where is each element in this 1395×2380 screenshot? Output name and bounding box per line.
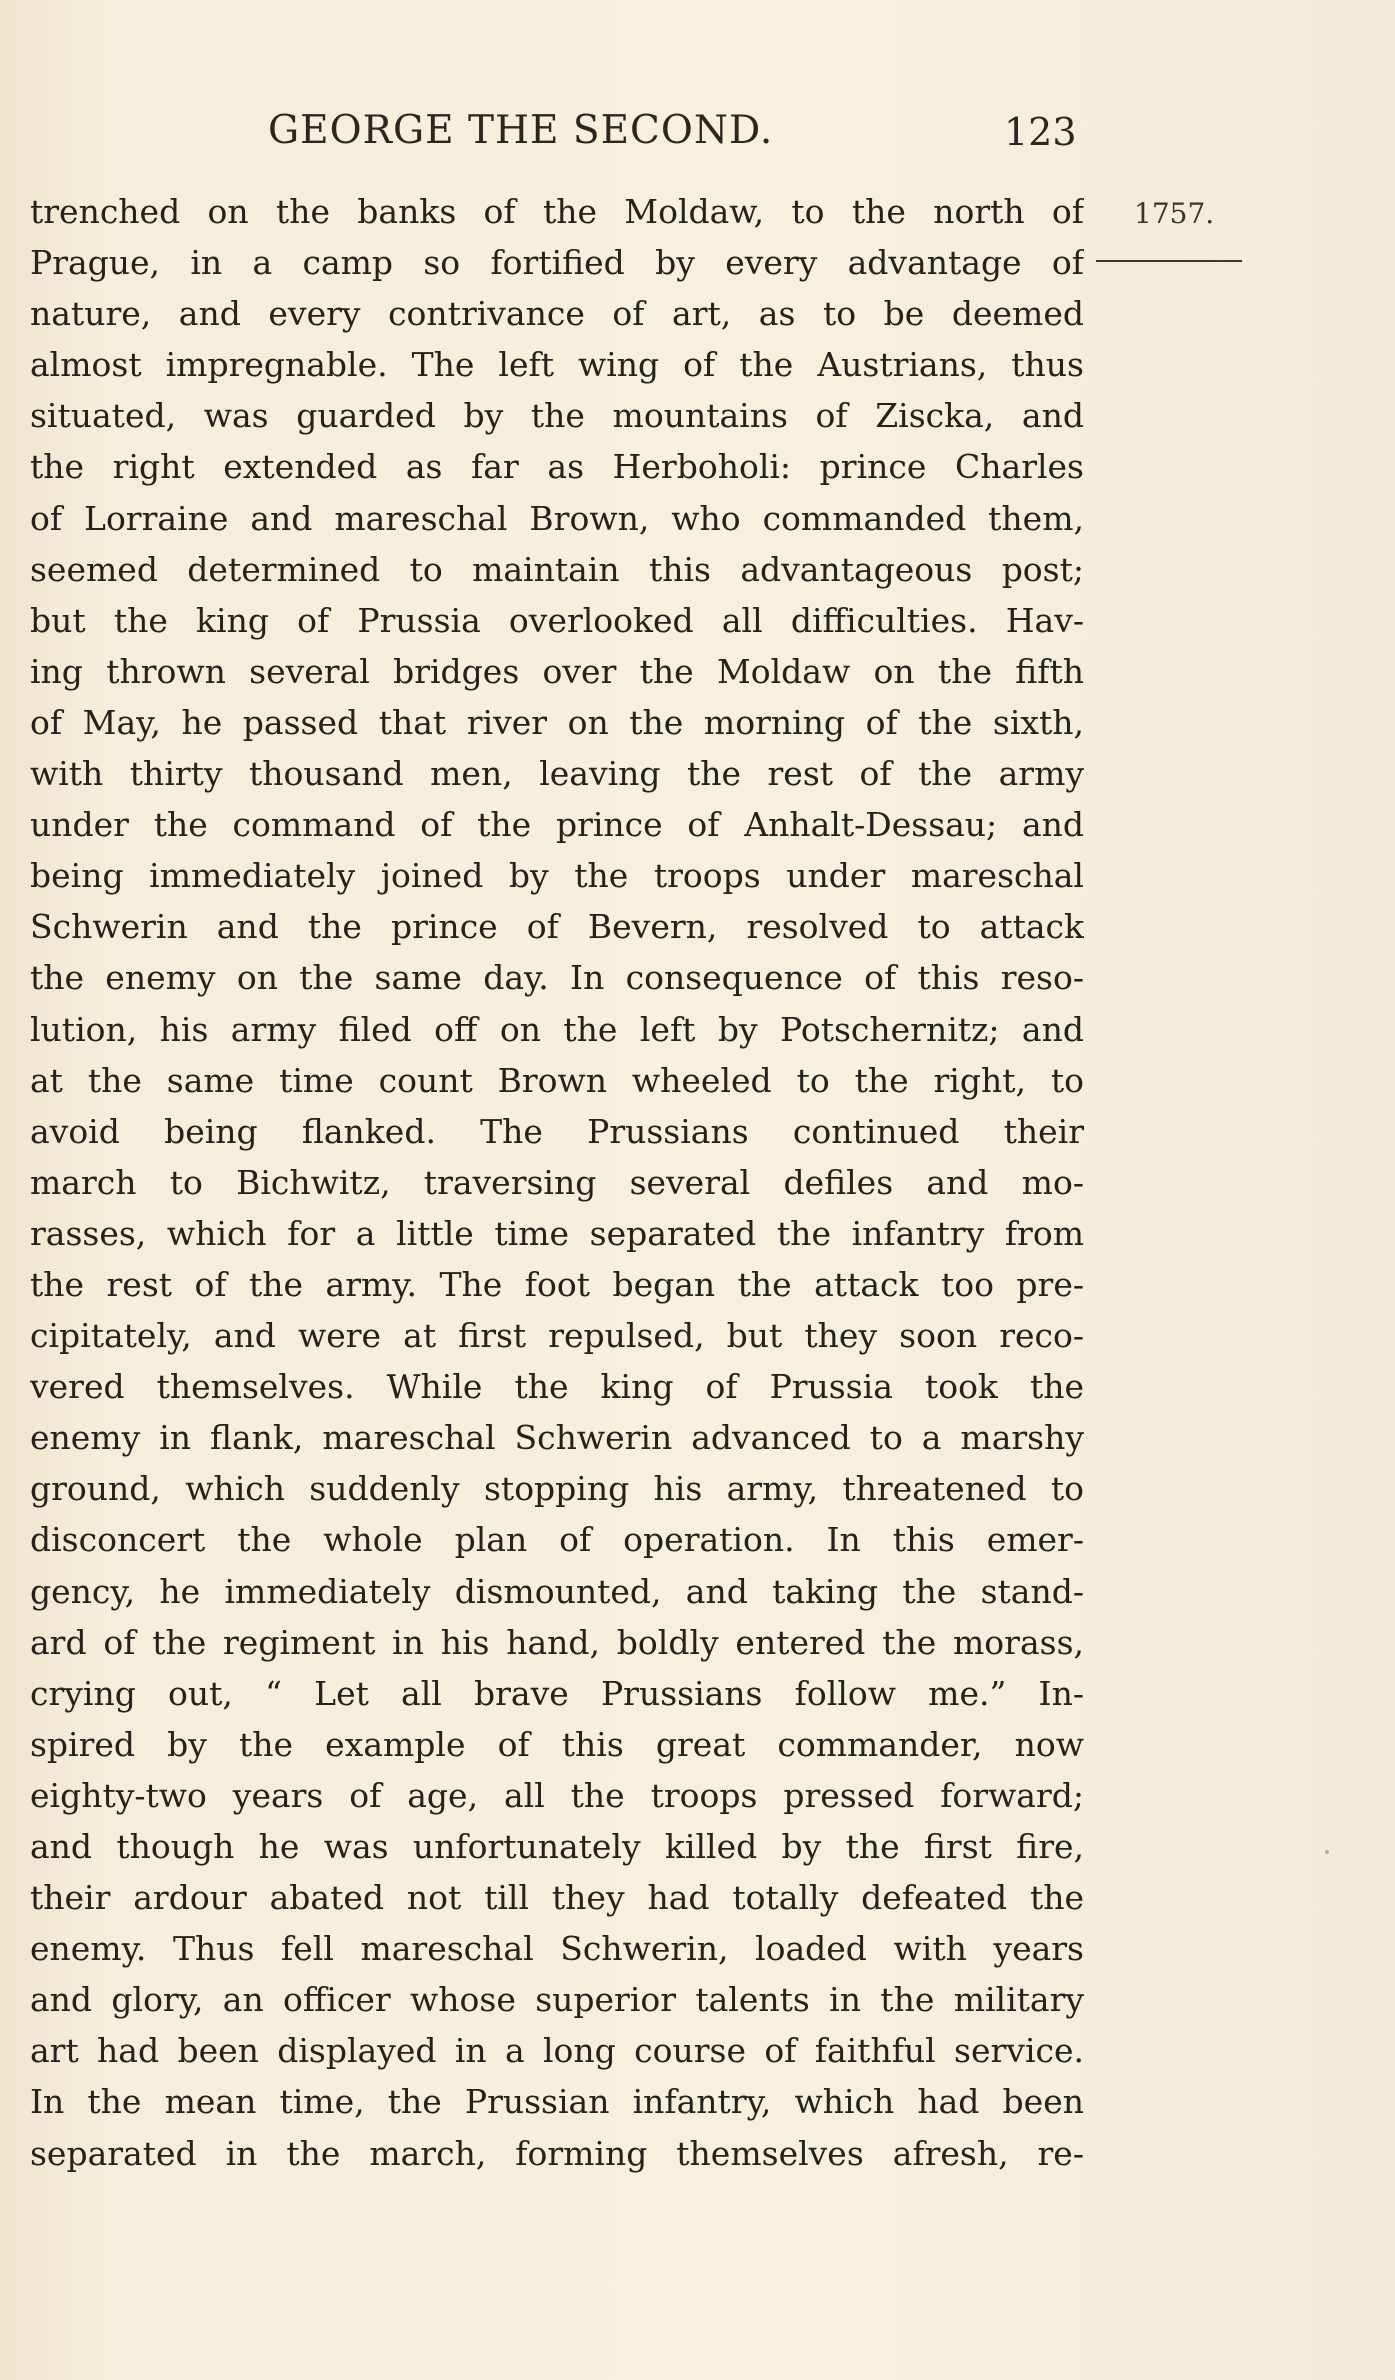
text-line: ground, which suddenly stopping his army, threatened to — [30, 1469, 1084, 1509]
text-line: being immediately joined by the troops under mareschal — [30, 856, 1084, 896]
text-line: gency, he immediately dismounted, and taking the stand- — [30, 1571, 1084, 1611]
text-line: Schwerin and the prince of Bevern, resolved to attack — [30, 907, 1084, 947]
text-line: seemed determined to maintain this advantageous post; — [30, 549, 1084, 589]
text-line: crying out, “ Let all brave Prussians follow me.” In- — [30, 1673, 1084, 1713]
text-line: rasses, which for a little time separated the infantry from — [30, 1213, 1084, 1253]
text-line: the enemy on the same day. In consequence of this reso- — [30, 958, 1084, 998]
text-line: disconcert the whole plan of operation. In this emer- — [30, 1520, 1084, 1560]
text-line: and though he was unfortunately killed by the first fire, — [30, 1827, 1084, 1866]
text-line: art had been displayed in a long course of faithful service. — [30, 2031, 1084, 2071]
text-line: of Lorraine and mareschal Brown, who commanded them, — [30, 498, 1084, 538]
text-line: march to Bichwitz, traversing several defiles and mo- — [30, 1162, 1084, 1202]
text-line: spired by the example of this great commander, now — [30, 1724, 1084, 1764]
text-line: vered themselves. While the king of Prussia took the — [30, 1367, 1084, 1407]
text-line: the right extended as far as Herboholi: prince Charles — [30, 447, 1084, 487]
margin-rule — [1096, 260, 1242, 262]
text-line: and glory, an officer whose superior talents in the military — [30, 1980, 1084, 2020]
text-line: cipitately, and were at first repulsed, but they soon reco- — [30, 1316, 1084, 1356]
text-line: trenched on the banks of the Moldaw, to the north of — [30, 192, 1084, 231]
text-line: Prague, in a camp so fortified by every advantage of — [30, 243, 1084, 283]
text-line: at the same time count Brown wheeled to the right, to — [30, 1060, 1084, 1100]
page-number: 123 — [1004, 110, 1077, 154]
text-line: under the command of the prince of Anhalt-Dessau; and — [30, 805, 1084, 845]
text-line: almost impregnable. The left wing of the Austrians, thus — [30, 345, 1084, 385]
text-line: lution, his army filed off on the left by Potschernitz; and — [30, 1009, 1084, 1049]
body-text — [30, 186, 1084, 2179]
paper-speck — [1325, 1850, 1329, 1854]
text-line: separated in the march, forming themselves afresh, re- — [30, 2133, 1084, 2173]
text-line: but the king of Prussia overlooked all difficulties. Hav- — [30, 600, 1084, 640]
text-line: of May, he passed that river on the morning of the sixth, — [30, 702, 1084, 742]
text-line: enemy. Thus fell mareschal Schwerin, loaded with years — [30, 1929, 1084, 1969]
text-line: the rest of the army. The foot began the attack too pre- — [30, 1264, 1084, 1304]
text-line: avoid being flanked. The Prussians continued their — [30, 1111, 1084, 1151]
text-line: ing thrown several bridges over the Moldaw on the fifth — [30, 651, 1084, 691]
text-line: eighty-two years of age, all the troops pressed forward; — [30, 1775, 1084, 1815]
text-line: situated, was guarded by the mountains of Ziscka, and — [30, 396, 1084, 436]
text-line: nature, and every contrivance of art, as to be deemed — [30, 294, 1084, 334]
text-line: their ardour abated not till they had totally defeated the — [30, 1878, 1084, 1918]
text-line: with thirty thousand men, leaving the rest of the army — [30, 754, 1084, 794]
text-line: enemy in flank, mareschal Schwerin advanced to a marshy — [30, 1418, 1084, 1458]
running-head: GEORGE THE SECOND. — [268, 108, 774, 153]
text-line: In the mean time, the Prussian infantry, which had been — [30, 2082, 1084, 2122]
margin-year: 1757. — [1134, 197, 1215, 230]
text-line: ard of the regiment in his hand, boldly entered the morass, — [30, 1622, 1084, 1662]
